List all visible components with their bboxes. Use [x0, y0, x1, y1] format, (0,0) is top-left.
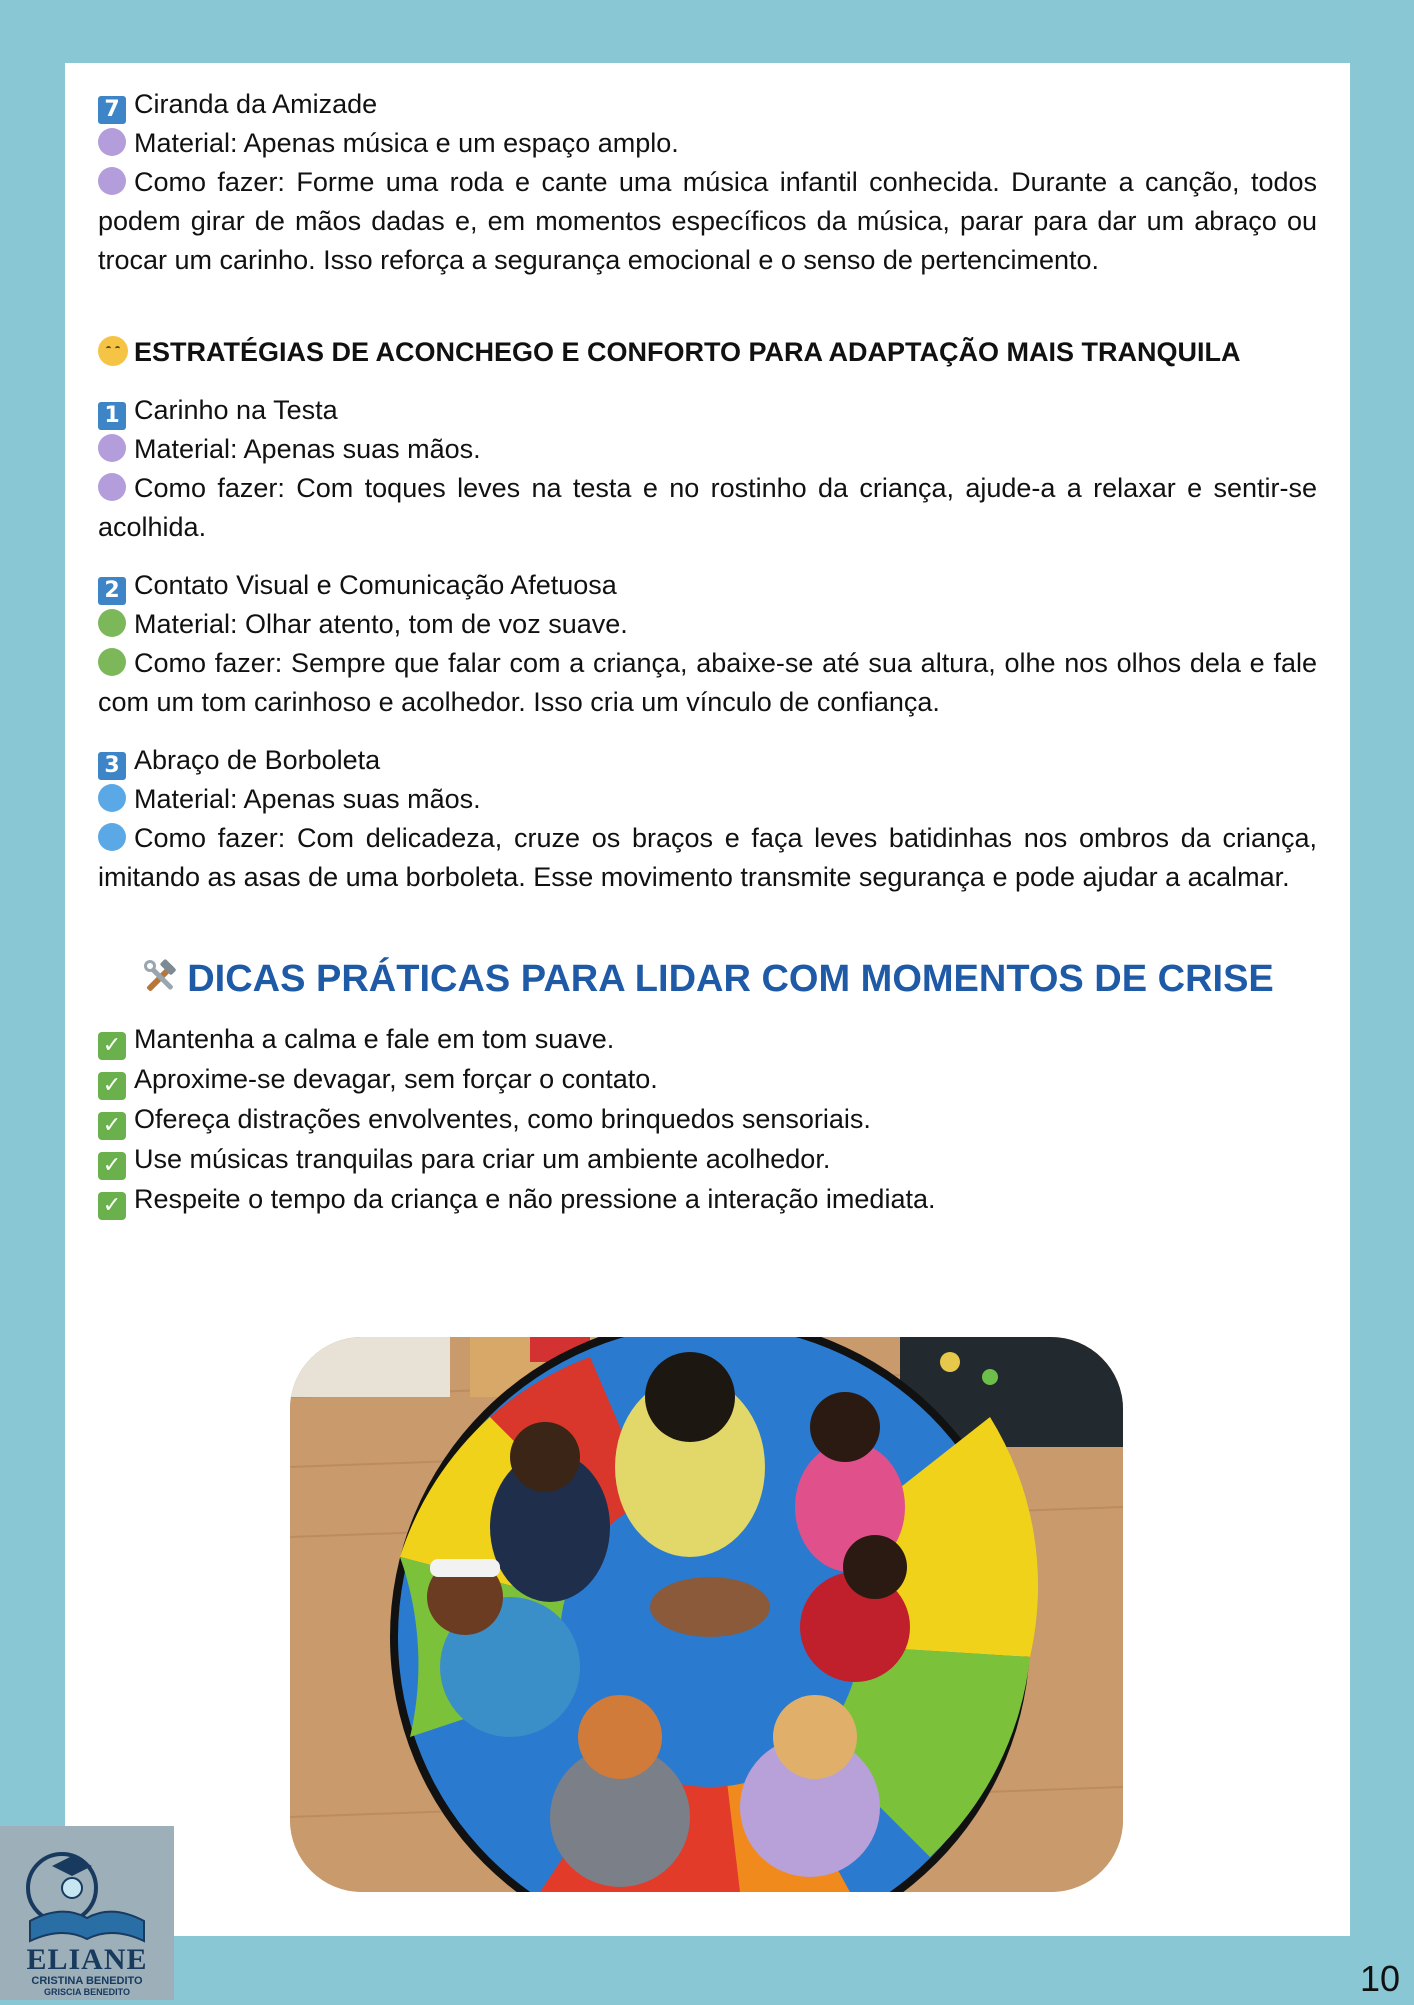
photo-illustration — [290, 1337, 1123, 1892]
logo-name: ELIANE — [26, 1943, 148, 1976]
keycap-2-icon: 2 — [98, 577, 126, 605]
check-mark-icon: ✓ — [98, 1072, 126, 1100]
tip-item: ✓ Aproxime-se devagar, sem forçar o contato. — [98, 1060, 1317, 1100]
hugging-face-icon — [98, 336, 128, 366]
strategy-material: Material: Apenas suas mãos. — [98, 430, 1317, 469]
page-content — [98, 85, 1317, 1220]
strategy-title: 2 Contato Visual e Comunicação Afetuosa — [98, 566, 1317, 605]
strategy-how: Como fazer: Com toques leves na testa e no rostinho da criança, ajude-a a relaxar e sentir-se acolhida. — [98, 473, 1317, 542]
tips-list — [98, 1020, 1317, 1220]
green-circle-icon — [98, 648, 126, 676]
strategy-item — [98, 391, 1317, 547]
strategy-material: Material: Olhar atento, tom de voz suave. — [98, 605, 1317, 644]
keycap-3-icon: 3 — [98, 752, 126, 780]
author-logo — [0, 1826, 174, 2000]
strategy-how: Como fazer: Sempre que falar com a criança, abaixe-se até sua altura, olhe nos olhos dela e fale com um tom carinhoso e acolhedor. Isso cria um vínculo de confiança. — [98, 648, 1317, 717]
activity-material: Material: Apenas música e um espaço amplo. — [98, 124, 1317, 163]
children-circle-photo — [290, 1337, 1123, 1892]
strategy-title: 3 Abraço de Borboleta — [98, 741, 1317, 780]
tip-item: ✓ Respeite o tempo da criança e não pressione a interação imediata. — [98, 1180, 1317, 1220]
blue-circle-icon — [98, 823, 126, 851]
activity-how: Como fazer: Forme uma roda e cante uma música infantil conhecida. Durante a canção, todos podem girar de mãos dadas e, em momentos específicos da música, parar para dar um abraço ou trocar um carinho. Isso reforça a segurança emocional e o senso de pertencimento. — [98, 167, 1317, 275]
activity-title: 7 Ciranda da Amizade — [98, 85, 1317, 124]
logo-line2: GRISCIA BENEDITO — [43, 1987, 130, 1997]
check-mark-icon: ✓ — [98, 1152, 126, 1180]
tip-item: ✓ Use músicas tranquilas para criar um ambiente acolhedor. — [98, 1140, 1317, 1180]
logo-line1: CRISTINA BENEDITO — [31, 1975, 143, 1987]
purple-circle-icon — [98, 128, 126, 156]
strategy-item — [98, 741, 1317, 897]
hammer-wrench-icon — [141, 957, 181, 997]
keycap-1-icon: 1 — [98, 402, 126, 430]
check-mark-icon: ✓ — [98, 1112, 126, 1140]
tip-item: ✓ Mantenha a calma e fale em tom suave. — [98, 1020, 1317, 1060]
strategies-heading: ESTRATÉGIAS DE ACONCHEGO E CONFORTO PARA ADAPTAÇÃO MAIS TRANQUILA — [98, 332, 1317, 372]
purple-circle-icon — [98, 434, 126, 462]
strategy-how: Como fazer: Com delicadeza, cruze os braços e faça leves batidinhas nos ombros da criança, imitando as asas de uma borboleta. Esse movimento transmite segurança e pode ajudar a acalmar. — [98, 823, 1317, 892]
tips-heading: DICAS PRÁTICAS PARA LIDAR COM MOMENTOS DE CRISE — [98, 954, 1317, 1004]
purple-circle-icon — [98, 473, 126, 501]
strategy-item — [98, 566, 1317, 722]
activity-ciranda — [98, 85, 1317, 280]
check-mark-icon: ✓ — [98, 1032, 126, 1060]
purple-circle-icon — [98, 167, 126, 195]
keycap-7-icon: 7 — [98, 96, 126, 124]
tip-item: ✓ Ofereça distrações envolventes, como brinquedos sensoriais. — [98, 1100, 1317, 1140]
page-number: 10 — [1360, 1958, 1401, 1999]
check-mark-icon: ✓ — [98, 1192, 126, 1220]
strategy-title: 1 Carinho na Testa — [98, 391, 1317, 430]
blue-circle-icon — [98, 784, 126, 812]
strategy-material: Material: Apenas suas mãos. — [98, 780, 1317, 819]
green-circle-icon — [98, 609, 126, 637]
